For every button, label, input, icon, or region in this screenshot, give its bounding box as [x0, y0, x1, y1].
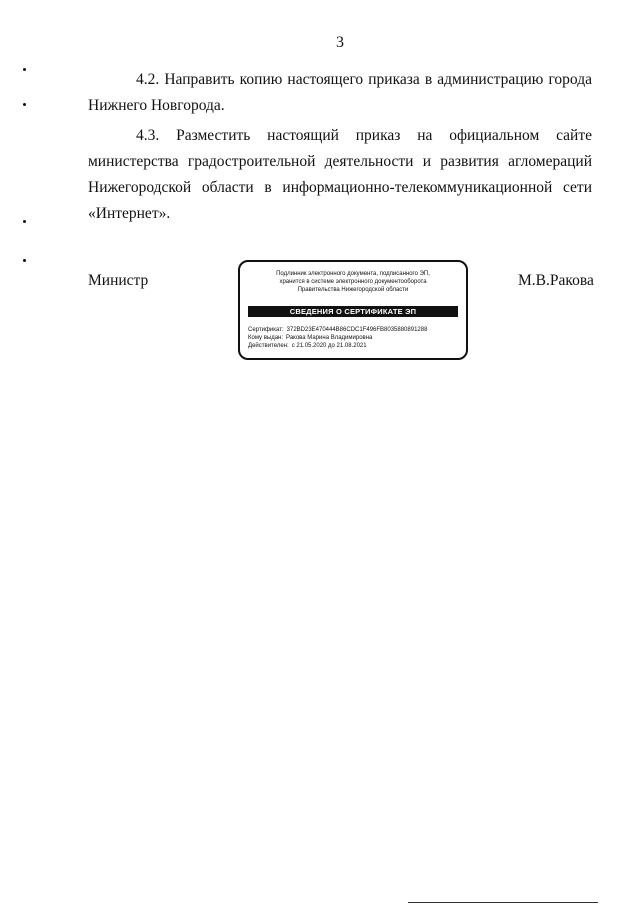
- signatory-name: М.В.Ракова: [518, 272, 594, 289]
- certificate-value: 372BD23E470444B86CDC1F496FB8035880891288: [286, 327, 428, 333]
- stamp-header: [240, 270, 466, 294]
- validity-label: Действителен:: [248, 343, 289, 349]
- stamp-header-line: хранится в системе электронного документооборота: [279, 279, 427, 285]
- page-number: 3: [336, 34, 344, 51]
- issued-to-row: [248, 334, 427, 342]
- stamp-title: СВЕДЕНИЯ О СЕРТИФИКАТЕ ЭП: [248, 306, 458, 317]
- stamp-header-line: Подлинник электронного документа, подписанного ЭП,: [276, 271, 430, 277]
- certificate-label: Сертификат:: [248, 327, 284, 333]
- paragraph-4-2: 4.2. Направить копию настоящего приказа в администрацию города Нижнего Новгорода.: [88, 71, 592, 114]
- validity-value: с 21.05.2020 до 21.08.2021: [291, 343, 367, 349]
- issued-to-value: Ракова Марина Владимировна: [286, 335, 373, 341]
- validity-row: [248, 342, 427, 350]
- scan-speck: [23, 103, 26, 106]
- scan-speck: [23, 259, 26, 262]
- signatory-position: Министр: [88, 272, 149, 289]
- certificate-row: [248, 326, 427, 334]
- scan-edge-line: [408, 902, 598, 903]
- scan-speck: [23, 68, 26, 71]
- stamp-details: [248, 326, 427, 350]
- issued-to-label: Кому выдан:: [248, 335, 284, 341]
- scan-speck: [23, 220, 26, 223]
- paragraph-4-3: 4.3. Разместить настоящий приказ на официальном сайте министерства градостроительной деятельности и развития агломераций Нижегородской области в информационно-телекоммуникационной сети «Интернет».: [88, 127, 592, 222]
- electronic-signature-stamp: [238, 260, 468, 360]
- stamp-header-line: Правительства Нижегородской области: [297, 287, 409, 293]
